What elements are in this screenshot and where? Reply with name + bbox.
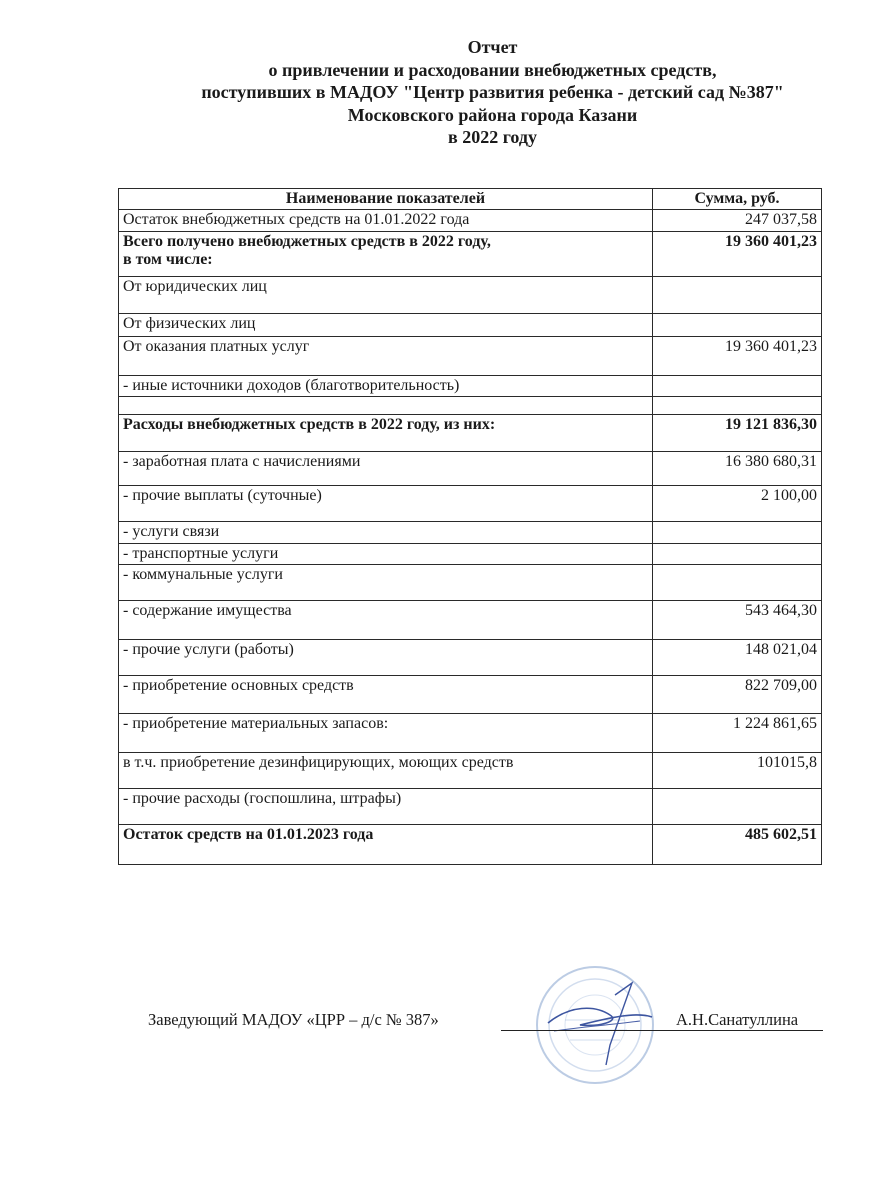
row-label: - приобретение материальных запасов: <box>119 714 653 753</box>
row-label <box>119 232 653 277</box>
row-label: - прочие расходы (госпошлина, штрафы) <box>119 789 653 825</box>
table-row <box>119 397 822 415</box>
row-label: - содержание имущества <box>119 601 653 640</box>
row-value <box>653 522 822 544</box>
table-row <box>119 486 822 522</box>
row-label: Расходы внебюджетных средств в 2022 году, из них: <box>119 415 653 452</box>
table-row <box>119 232 822 277</box>
table-row <box>119 714 822 753</box>
row-value: 101015,8 <box>653 753 822 789</box>
table-row <box>119 640 822 676</box>
report-table <box>118 188 822 865</box>
row-value: 148 021,04 <box>653 640 822 676</box>
row-value <box>653 789 822 825</box>
row-label: - транспортные услуги <box>119 544 653 565</box>
row-value <box>653 376 822 397</box>
row-label: Остаток средств на 01.01.2023 года <box>119 825 653 865</box>
row-label: - прочие услуги (работы) <box>119 640 653 676</box>
table-row <box>119 789 822 825</box>
table-row <box>119 753 822 789</box>
row-value <box>653 277 822 314</box>
row-value: 2 100,00 <box>653 486 822 522</box>
title-line-3: поступивших в МАДОУ "Центр развития ребенка - детский сад №387" <box>201 82 784 102</box>
row-label: От физических лиц <box>119 314 653 337</box>
table-row <box>119 452 822 486</box>
header-name: Наименование показателей <box>119 189 653 210</box>
table-row <box>119 415 822 452</box>
row-label: Остаток внебюджетных средств на 01.01.2022 года <box>119 210 653 232</box>
table-header-row <box>119 189 822 210</box>
row-label <box>119 397 653 415</box>
table-row <box>119 825 822 865</box>
row-value: 16 380 680,31 <box>653 452 822 486</box>
table-row <box>119 210 822 232</box>
row-label: От юридических лиц <box>119 277 653 314</box>
table-row <box>119 676 822 714</box>
signatory-name: А.Н.Санатуллина <box>676 1010 799 1029</box>
row-label: - заработная плата с начислениями <box>119 452 653 486</box>
row-label-line-2: в том числе: <box>123 251 213 268</box>
row-value: 247 037,58 <box>653 210 822 232</box>
row-label: в т.ч. приобретение дезинфицирующих, моющих средств <box>119 753 653 789</box>
row-label: - коммунальные услуги <box>119 565 653 601</box>
table-row <box>119 277 822 314</box>
table-row <box>119 544 822 565</box>
header-sum: Сумма, руб. <box>653 189 822 210</box>
row-label: - услуги связи <box>119 522 653 544</box>
table-row <box>119 337 822 376</box>
row-label: - приобретение основных средств <box>119 676 653 714</box>
row-value <box>653 565 822 601</box>
title-line-1: Отчет <box>467 37 518 57</box>
row-value: 485 602,51 <box>653 825 822 865</box>
row-value: 1 224 861,65 <box>653 714 822 753</box>
signature-scribble <box>540 975 670 1075</box>
signature-line <box>501 1030 823 1031</box>
row-value: 19 360 401,23 <box>653 232 822 277</box>
report-title <box>100 36 873 149</box>
table-row <box>119 376 822 397</box>
row-value: 822 709,00 <box>653 676 822 714</box>
row-value <box>653 314 822 337</box>
row-value: 543 464,30 <box>653 601 822 640</box>
table-row <box>119 601 822 640</box>
title-line-5: в 2022 году <box>447 127 538 147</box>
row-value: 19 360 401,23 <box>653 337 822 376</box>
row-label: От оказания платных услуг <box>119 337 653 376</box>
row-value: 19 121 836,30 <box>653 415 822 452</box>
row-value <box>653 397 822 415</box>
row-label: - прочие выплаты (суточные) <box>119 486 653 522</box>
row-label-line-1: Всего получено внебюджетных средств в 2022 году, <box>123 233 491 250</box>
signatory-position: Заведующий МАДОУ «ЦРР – д/с № 387» <box>148 1010 439 1029</box>
row-label: - иные источники доходов (благотворительность) <box>119 376 653 397</box>
table-row <box>119 522 822 544</box>
row-value <box>653 544 822 565</box>
table-row <box>119 565 822 601</box>
title-line-2: о привлечении и расходовании внебюджетных средств, <box>268 59 717 80</box>
title-line-4: Московского района города Казани <box>347 104 638 125</box>
table-row <box>119 314 822 337</box>
